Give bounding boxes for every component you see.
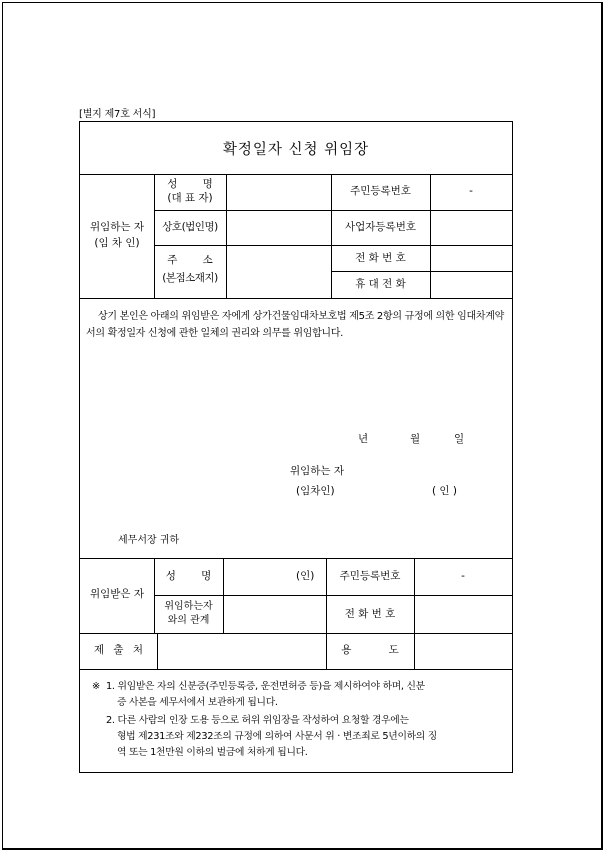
note-mark: ※: [92, 681, 100, 692]
delegate-name-label: 성 명: [165, 570, 212, 582]
rule: [157, 633, 158, 669]
note-1-line-2: 증 사본을 세무서에서 보관하게 됩니다.: [117, 697, 278, 708]
head-office-label: (본점소재지): [162, 272, 218, 284]
resident-number-label: 주민등록번호: [350, 185, 411, 197]
mobile-label: 휴 대 전 화: [355, 278, 406, 290]
date-day: 일: [454, 433, 465, 445]
rule: [80, 298, 512, 299]
form-reference: [별지 제7호 서식]: [79, 109, 156, 120]
purpose-label: 용 도: [341, 644, 399, 656]
rule: [80, 558, 512, 559]
delegation-statement: 상기 본인은 아래의 위임받은 자에게 상가건물임대차보호법 제5조 2항의 규정에 의한 임대차계약서의 확정일자 신청에 관한 일체의 권리와 의무를 위임합니다.: [86, 311, 504, 339]
delegate-resident-number-value: -: [461, 570, 465, 582]
form-title: 확정일자 신청 위임장: [222, 141, 370, 158]
delegate-section-label: 위임받은 자: [89, 588, 145, 600]
company-name-label: 상호(법인명): [162, 221, 218, 233]
delegate-resident-number-label: 주민등록번호: [339, 570, 401, 582]
delegation-form: [79, 121, 513, 773]
note-2-line-1: 2. 다른 사람의 인장 도용 등으로 허위 위임장을 작성하여 요청할 경우에는: [106, 715, 409, 726]
addressee: 세무서장 귀하: [118, 535, 180, 546]
signer-sublabel: (임차인): [296, 485, 335, 497]
rule: [223, 558, 224, 633]
note-2-line-2: 형법 제231조와 제232조의 규정에 의하여 사문서 위 · 변조죄로 5년이하의 징: [117, 731, 437, 742]
address-label: 주 소: [167, 254, 213, 266]
rule: [154, 245, 512, 246]
note-2-line-3: 역 또는 1천만원 이하의 벌금에 처하게 됩니다.: [117, 747, 308, 758]
rule: [80, 633, 512, 634]
delegate-seal: (인): [296, 570, 315, 582]
phone-label: 전 화 번 호: [355, 252, 406, 264]
relation-sublabel: 와의 관계: [167, 615, 210, 626]
rule: [80, 669, 512, 670]
signer-label: 위임하는 자: [290, 465, 345, 477]
delegate-phone-label: 전 화 번 호: [344, 608, 396, 620]
rule: [331, 271, 512, 272]
representative-label: (대 표 자): [167, 192, 213, 204]
rule: [154, 595, 512, 596]
note-1-line-1: 1. 위임받은 자의 신분증(주민등록증, 운전면허증 등)을 제시하여야 하며, 신분: [106, 681, 425, 692]
signer-seal: ( 인 ): [432, 485, 458, 497]
delegator-section-sublabel: (임 차 인): [94, 237, 140, 249]
name-label: 성 명: [167, 178, 213, 190]
business-number-label: 사업자등록번호: [344, 221, 416, 233]
rule: [226, 174, 227, 298]
rule: [80, 174, 512, 175]
relation-label: 위임하는자: [164, 601, 213, 612]
rule: [154, 210, 512, 211]
delegator-section-label: 위임하는 자: [89, 221, 145, 233]
submit-to-label: 제 출 처: [93, 644, 144, 656]
date-month: 월: [410, 433, 421, 445]
date-year: 년: [358, 433, 369, 445]
resident-number-value: -: [469, 185, 473, 197]
